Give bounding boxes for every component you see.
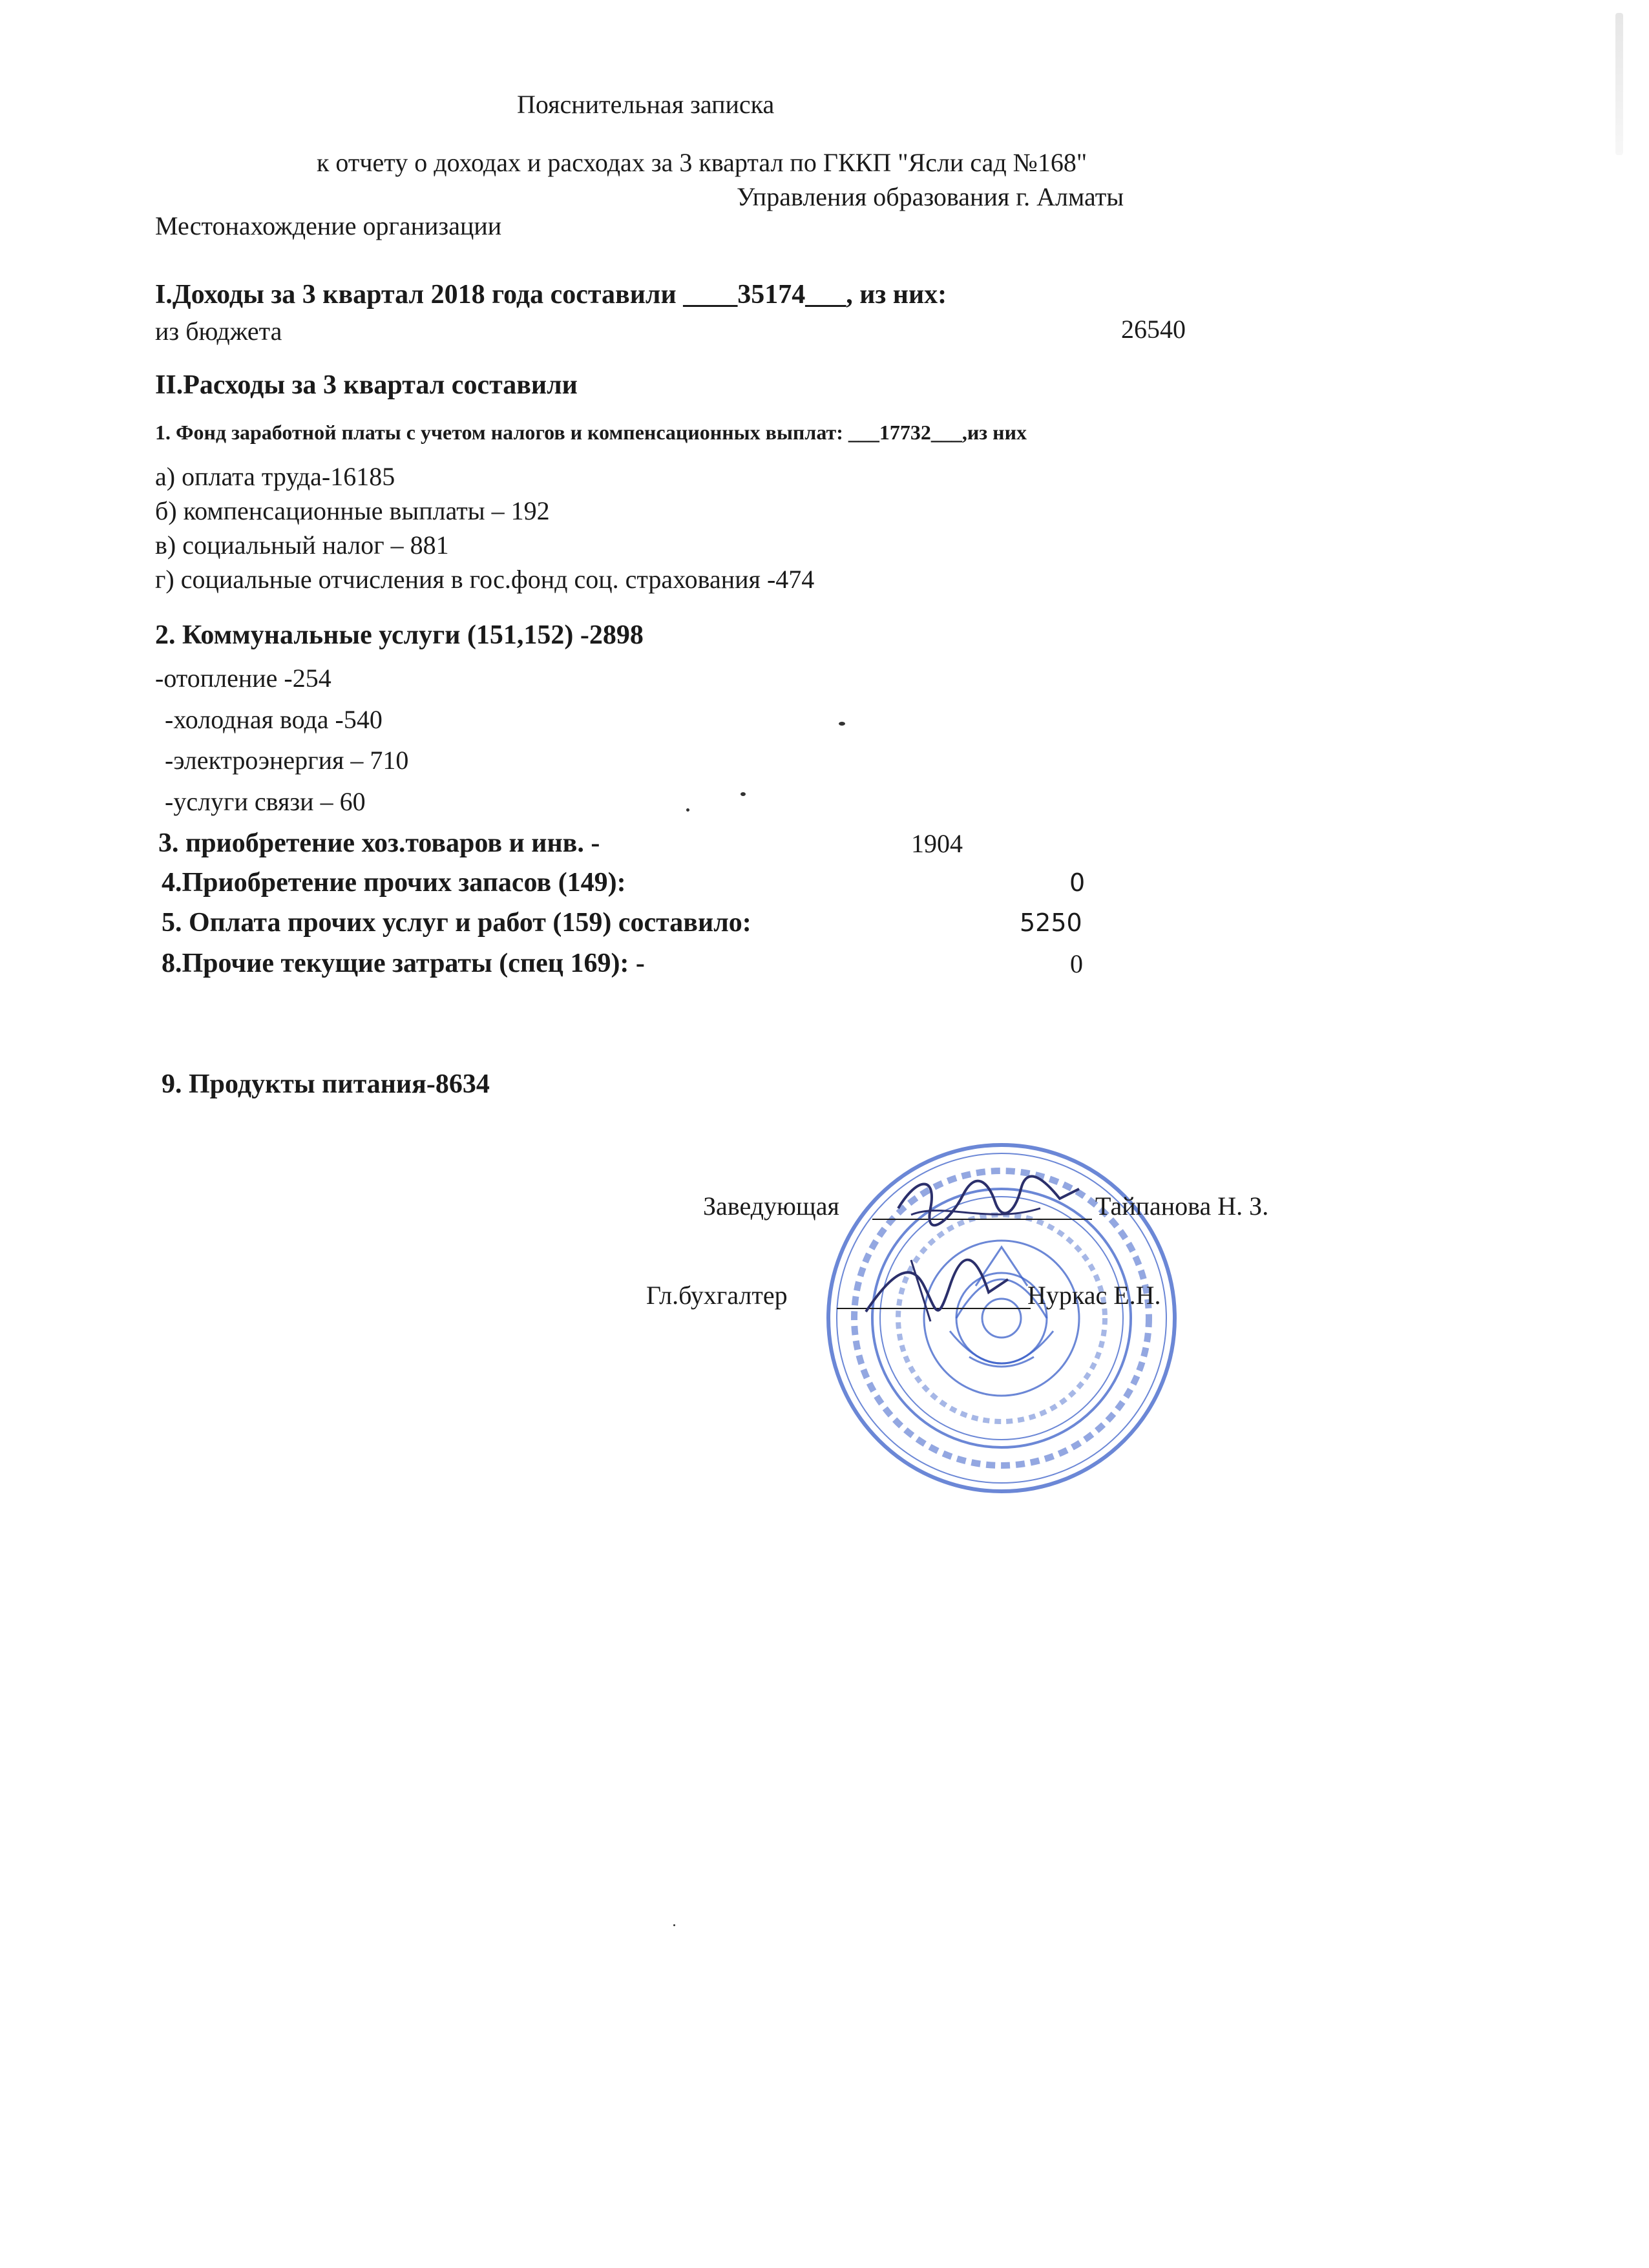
utilities-item: -электроэнергия – 710 [165,746,409,775]
location-label: Местонахождение организации [155,211,502,240]
salary-item: б) компенсационные выплаты – 192 [155,496,550,525]
salary-item: г) социальные отчисления в гос.фонд соц. страхования -474 [155,565,815,594]
department-line: Управления образования г. Алматы [737,182,1124,211]
expense-row-label: 3. приобретение хоз.товаров и инв. - [158,828,600,858]
salary-fund-line: 1. Фонд заработной платы с учетом налогов и компенсационных выплат: ___17732___,из них [155,421,1027,444]
utilities-line: 2. Коммунальные услуги (151,152) -2898 [155,620,644,650]
expense-row-label: 8.Прочие текущие затраты (спец 169): - [162,949,645,978]
accountant-handwritten-signature [853,1247,1021,1331]
document-subtitle: к отчету о доходах и расходах за 3 квартал по ГККП "Ясли сад №168" [317,148,1087,177]
expense-row-value: 5250 [1020,908,1082,937]
expenses-title: II.Расходы за 3 квартал составили [155,370,578,400]
head-handwritten-signature [892,1163,1086,1234]
salary-item: а) оплата труда-16185 [155,462,395,491]
head-title: Заведующая [703,1192,839,1221]
expense-row-value: 1904 [911,829,963,858]
utilities-item: -холодная вода -540 [165,705,383,734]
accountant-title: Гл.бухгалтер [646,1281,788,1310]
scan-speck [740,792,746,796]
utilities-item: -отопление -254 [155,664,331,693]
budget-value: 26540 [1121,315,1186,344]
income-line: I.Доходы за 3 квартал 2018 года составили ____35174___, из них: [155,280,947,310]
food-line: 9. Продукты питания-8634 [162,1069,490,1099]
salary-item: в) социальный налог – 881 [155,530,449,560]
budget-label: из бюджета [155,317,282,346]
document-title: Пояснительная записка [517,90,775,119]
expense-row-label: 4.Приобретение прочих запасов (149): [162,868,626,898]
expense-row-label: 5. Оплата прочих услуг и работ (159) составило: [162,908,751,938]
scan-speck [686,808,689,812]
scan-speck [839,722,845,726]
head-name: Тайпанова Н. З. [1095,1192,1269,1221]
utilities-item: -услуги связи – 60 [165,787,366,816]
scan-speck [673,1924,675,1926]
expense-row-value: 0 [1070,949,1083,978]
expense-row-value: 0 [1069,868,1086,897]
accountant-name: Нуркас Е.Н. [1027,1281,1161,1310]
scan-edge-shadow [1615,13,1623,155]
